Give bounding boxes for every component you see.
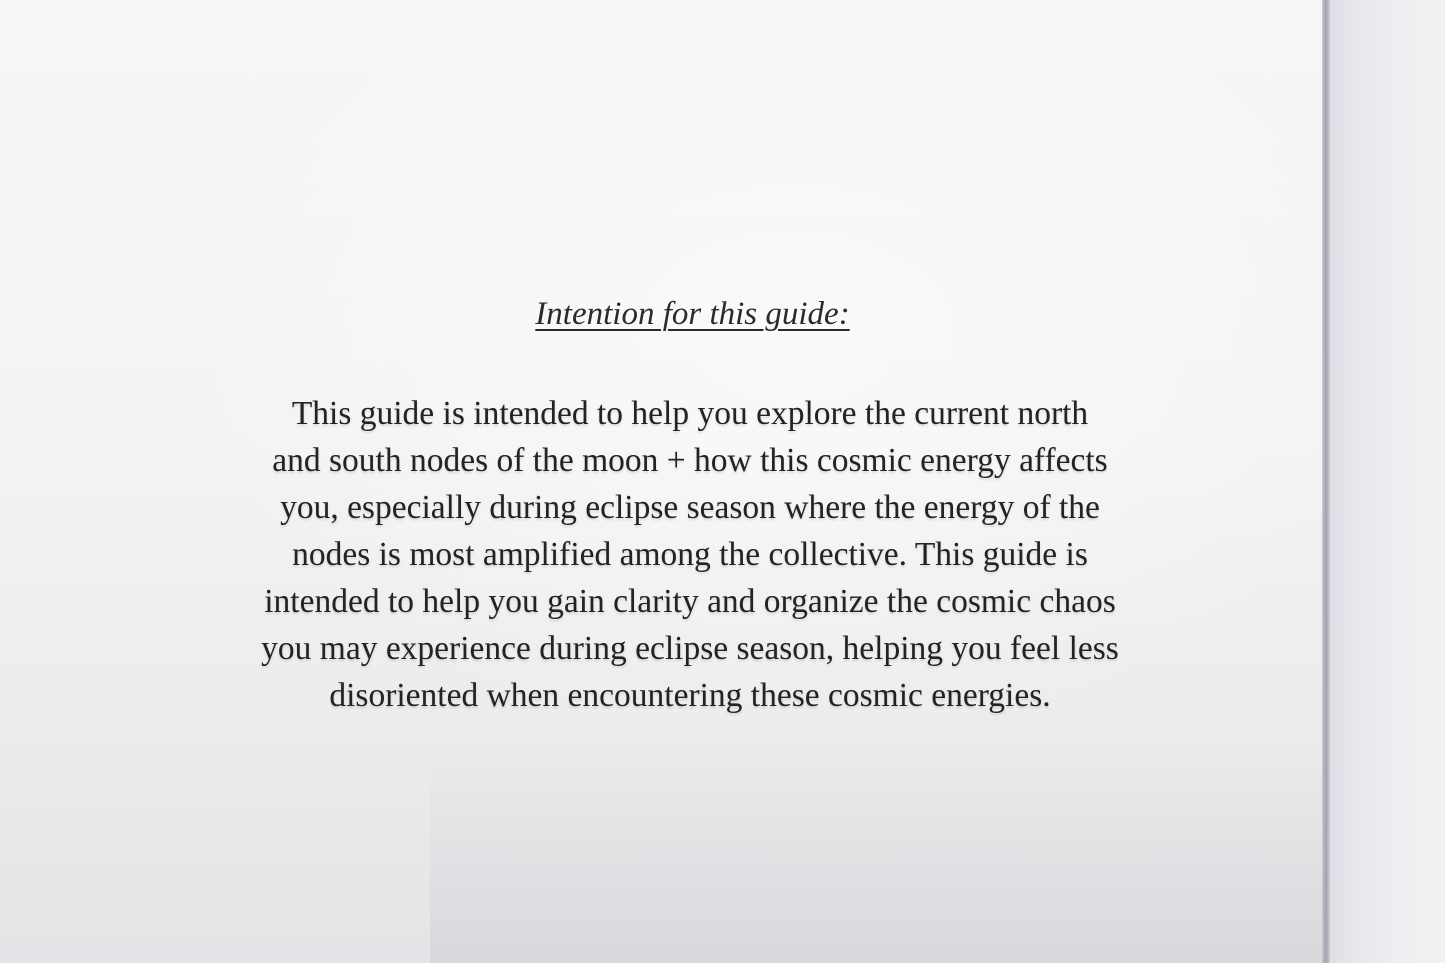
page-heading: [0, 296, 1385, 333]
paragraph-line: intended to help you gain clarity and organize the cosmic chaos: [264, 583, 1116, 620]
page-shadow: [430, 740, 1330, 963]
paragraph-line: you may experience during eclipse season, helping you feel less: [261, 630, 1119, 667]
paragraph-line: you, especially during eclipse season where the energy of the: [280, 489, 1100, 526]
intention-paragraph: [170, 390, 1210, 719]
underlying-page: [1330, 0, 1445, 963]
heading-text: Intention for this guide:: [535, 296, 850, 332]
paragraph-line: This guide is intended to help you explore the current north: [291, 395, 1089, 432]
paragraph-line: and south nodes of the moon + how this cosmic energy affects: [272, 442, 1108, 479]
paragraph-line: nodes is most amplified among the collective. This guide is: [292, 536, 1088, 573]
page-edge: [1322, 0, 1330, 963]
paragraph-line: disoriented when encountering these cosmic energies.: [329, 677, 1051, 714]
